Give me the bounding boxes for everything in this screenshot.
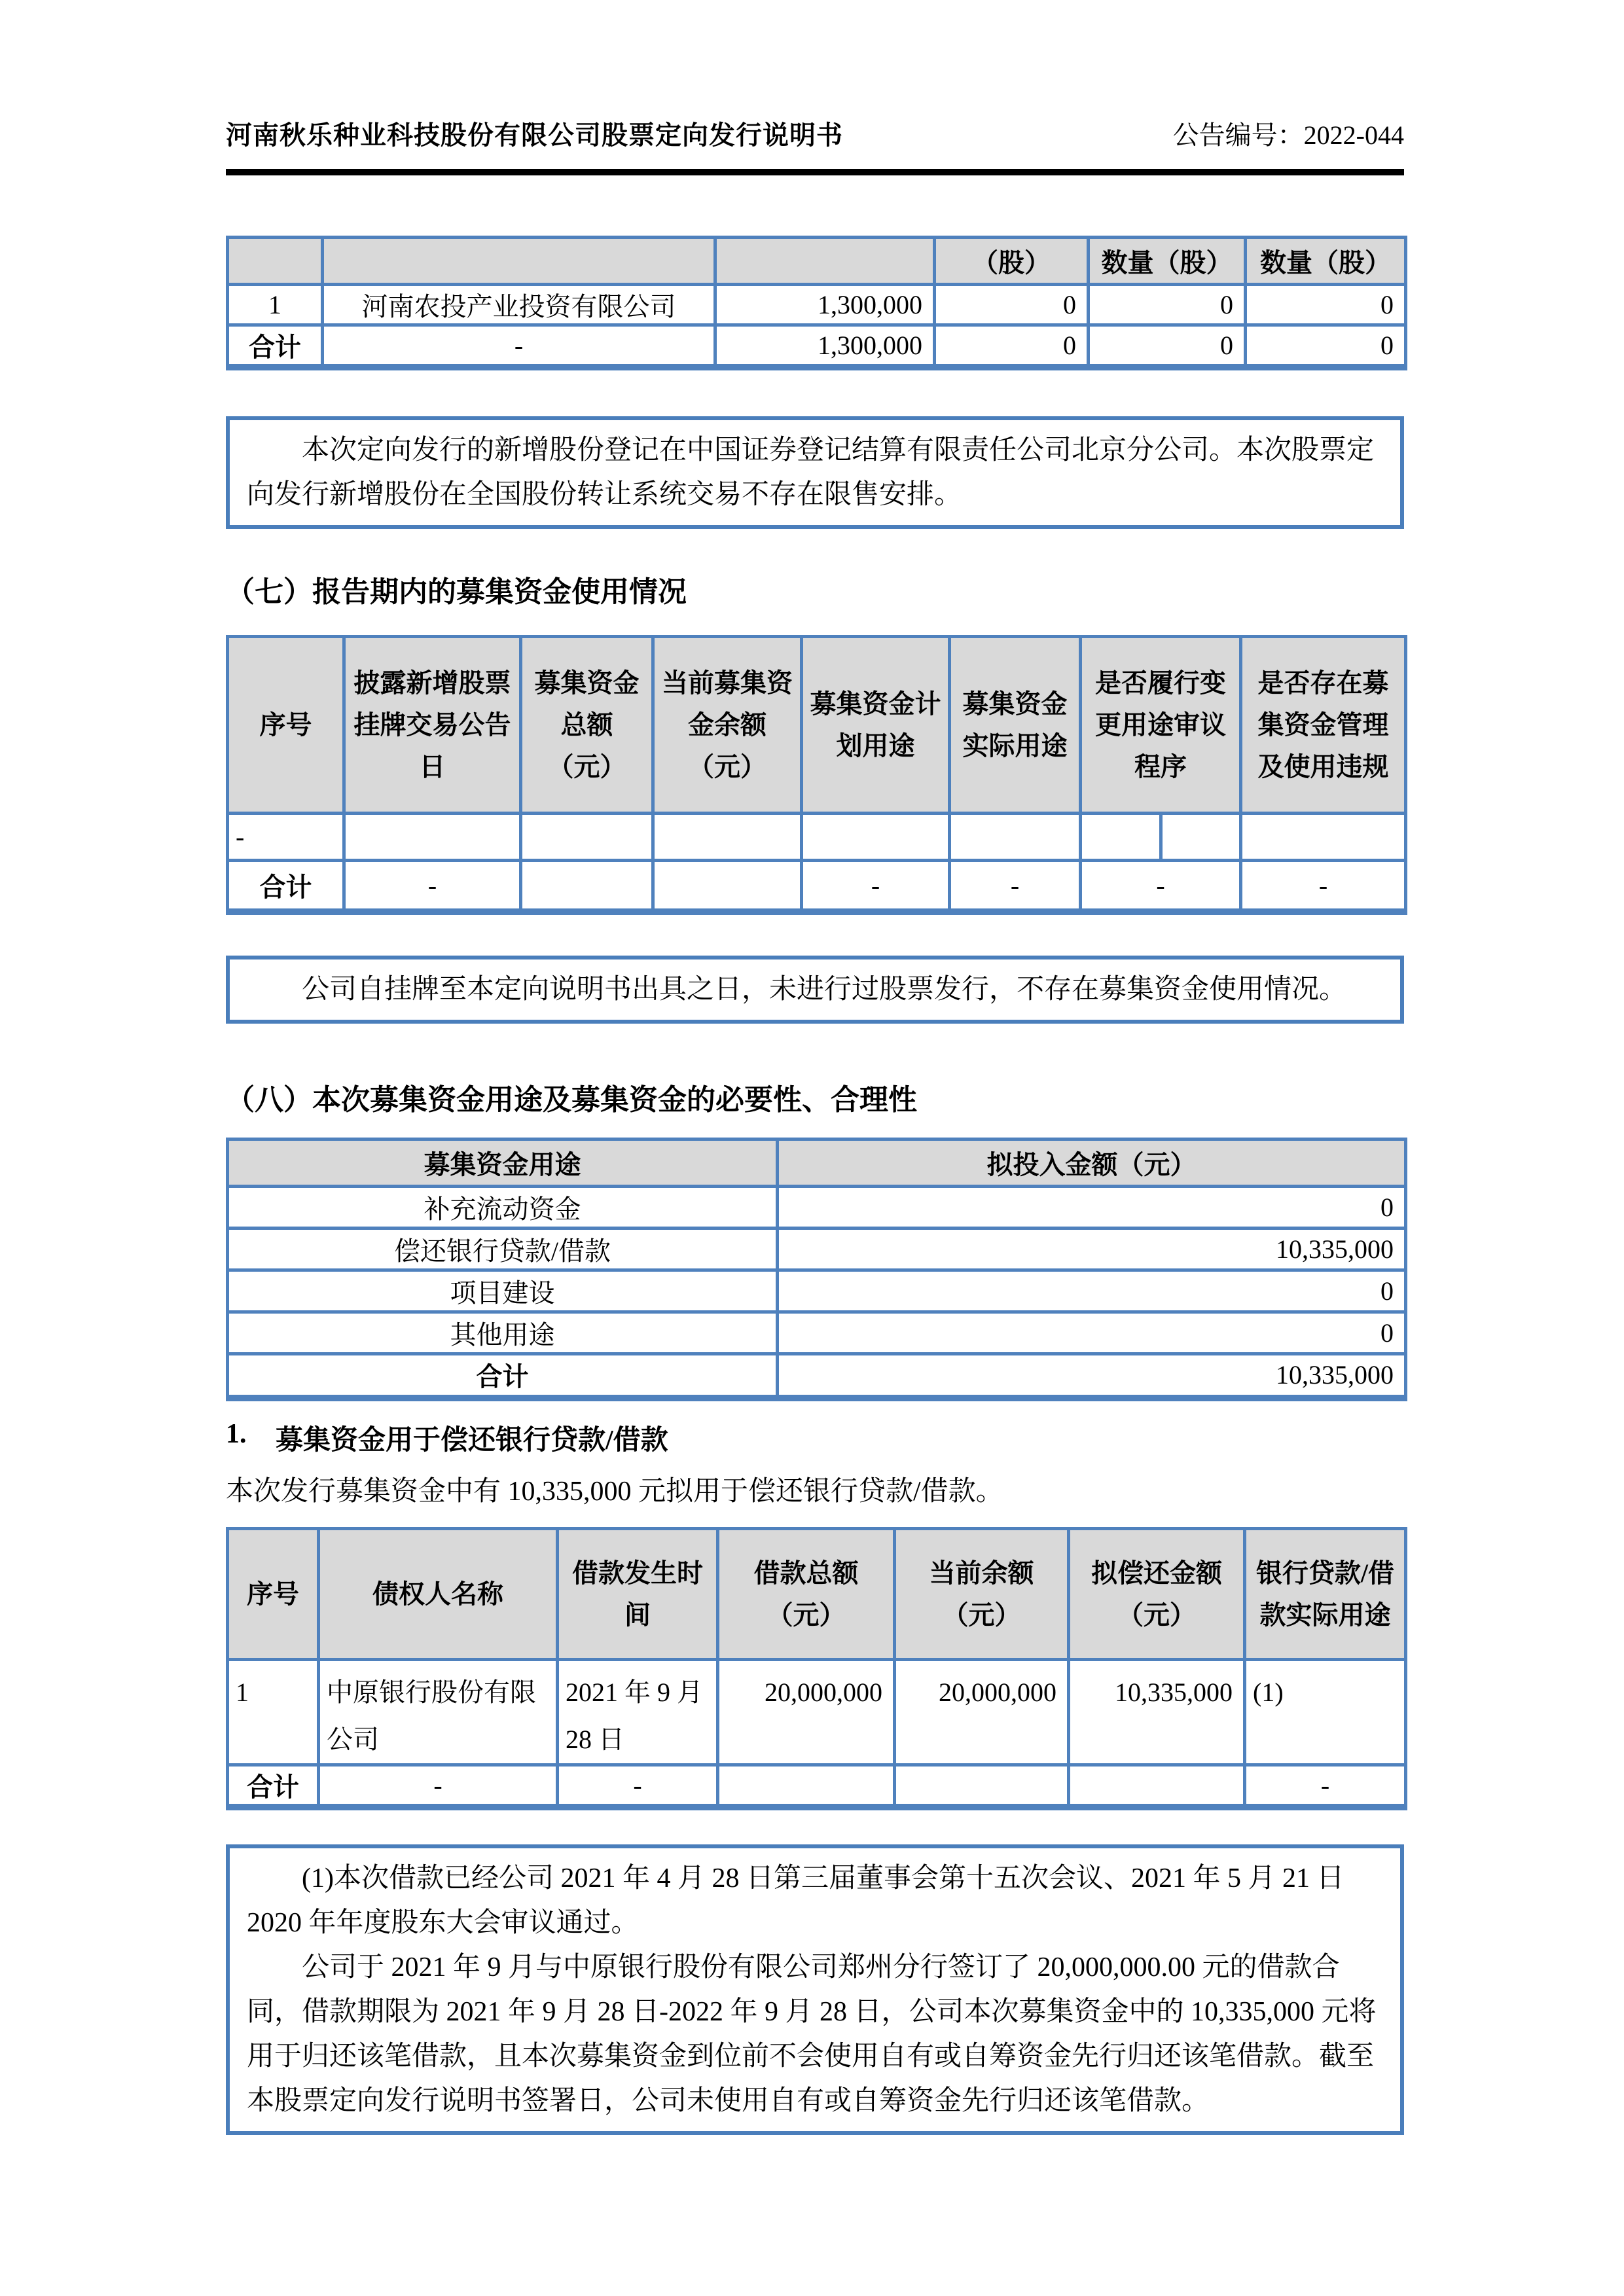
table-cell: 数量（股） (1089, 238, 1246, 285)
table-cell: 项目建设 (228, 1270, 778, 1312)
subsection-1-heading (226, 1418, 1404, 1458)
table-row (228, 1312, 1406, 1354)
subscriber-table (226, 236, 1407, 370)
table-cell: 序号 (228, 637, 344, 814)
table-cell (344, 814, 521, 861)
table-cell: 借款总额（元） (718, 1529, 895, 1660)
footnote-paragraph-1: (1)本次借款已经公司 2021 年 4 月 28 日第三届董事会第十五次会议、2021 年 5 月 21 日 2020 年年度股东大会审议通过。 (247, 1863, 1344, 1938)
table-row (228, 325, 1406, 368)
table-cell (1241, 814, 1406, 861)
table-cell (1161, 814, 1241, 861)
table-row (228, 1354, 1406, 1398)
table-cell (895, 1765, 1069, 1808)
table-row (228, 1270, 1406, 1312)
table-cell: 当前余额（元） (895, 1529, 1069, 1660)
table-cell: - (323, 325, 715, 368)
footnote-paragraph-2: 公司于 2021 年 9 月与中原银行股份有限公司郑州分行签订了 20,000,000.00 元的借款合同，借款期限为 2021 年 9 月 28 日-2022 年 9 月 28 日，公司本次募集资金中的 10,335,000 元将用于归还该笔借款，且本次募集资金到位前不会使用自有或自筹资金先行归还该笔借款。截至本股票定向发行说明书签署日，公司未使用自有或自筹资金先行归还该笔借款。 (247, 1952, 1377, 2116)
table-row (228, 861, 1406, 912)
table-cell: 拟投入金额（元） (778, 1139, 1406, 1186)
table-cell: 募集资金总额（元） (521, 637, 653, 814)
table-cell (228, 238, 323, 285)
subsection-intro: 本次发行募集资金中有 10,335,000 元拟用于偿还银行贷款/借款。 (226, 1477, 1003, 1507)
header-divider (226, 169, 1404, 175)
table-row (228, 1765, 1406, 1808)
table-cell: 是否履行变更用途审议程序 (1081, 637, 1241, 814)
table-cell: 0 (778, 1270, 1406, 1312)
fund-usage-report-table (226, 635, 1407, 915)
document-title: 河南秋乐种业科技股份有限公司股票定向发行说明书 (226, 120, 843, 150)
table-row (228, 1186, 1406, 1228)
table-cell: 0 (1089, 325, 1246, 368)
table-cell (653, 814, 802, 861)
table-cell: 20,000,000 (895, 1660, 1069, 1765)
announcement-number: 公告编号：2022-044 (1172, 120, 1404, 150)
table-cell (653, 861, 802, 912)
table-cell (718, 1765, 895, 1808)
table-cell: - (1241, 861, 1406, 912)
table-row (228, 637, 1406, 814)
table-cell: 0 (778, 1312, 1406, 1354)
table-cell: 河南农投产业投资有限公司 (323, 285, 715, 325)
table-cell: 1 (228, 285, 323, 325)
table-cell: 合计 (228, 861, 344, 912)
table-row (228, 814, 1406, 861)
table-cell: 20,000,000 (718, 1660, 895, 1765)
subsection-number: 1. (226, 1419, 247, 1449)
table-row (228, 238, 1406, 285)
table-cell: 0 (935, 285, 1089, 325)
table-cell: - (344, 861, 521, 912)
table-cell: 借款发生时间 (558, 1529, 718, 1660)
table-cell (1081, 814, 1161, 861)
table-cell: 10,335,000 (778, 1228, 1406, 1270)
table-row (228, 1660, 1406, 1765)
table-cell: - (319, 1765, 558, 1808)
table-cell (1069, 1765, 1245, 1808)
note-box-registration (226, 416, 1404, 529)
table-cell: - (558, 1765, 718, 1808)
table-cell: 募集资金用途 (228, 1139, 778, 1186)
table-cell: - (228, 814, 344, 861)
table-row (228, 1228, 1406, 1270)
table-cell: 0 (1246, 325, 1406, 368)
table-cell (950, 814, 1081, 861)
table-cell: 合计 (228, 325, 323, 368)
table-cell (521, 861, 653, 912)
subsection-title: 募集资金用于偿还银行贷款/借款 (276, 1426, 668, 1456)
table-cell: 序号 (228, 1529, 319, 1660)
table-row (228, 285, 1406, 325)
table-cell: 1,300,000 (715, 325, 935, 368)
note-text: 本次定向发行的新增股份登记在中国证券登记结算有限责任公司北京分公司。本次股票定向发行新增股份在全国股份转让系统交易不存在限售安排。 (247, 435, 1375, 510)
table-cell (802, 814, 950, 861)
table-cell: 偿还银行贷款/借款 (228, 1228, 778, 1270)
table-cell: 1,300,000 (715, 285, 935, 325)
section-8-heading: （八）本次募集资金用途及募集资金的必要性、合理性 (226, 1083, 917, 1116)
table-cell: 数量（股） (1246, 238, 1406, 285)
table-cell: (1) (1245, 1660, 1406, 1765)
table-cell (715, 238, 935, 285)
table-cell: 补充流动资金 (228, 1186, 778, 1228)
table-cell: 是否存在募集资金管理及使用违规 (1241, 637, 1406, 814)
table-cell: - (950, 861, 1081, 912)
table-cell: 拟偿还金额（元） (1069, 1529, 1245, 1660)
table-cell: 0 (778, 1186, 1406, 1228)
table-cell: 银行贷款/借款实际用途 (1245, 1529, 1406, 1660)
table-cell: - (1245, 1765, 1406, 1808)
table-cell: 10,335,000 (1069, 1660, 1245, 1765)
table-cell: - (802, 861, 950, 912)
table-cell: 披露新增股票挂牌交易公告日 (344, 637, 521, 814)
table-cell: 0 (935, 325, 1089, 368)
table-cell: 中原银行股份有限公司 (319, 1660, 558, 1765)
table-cell: 当前募集资金余额（元） (653, 637, 802, 814)
fund-purpose-table (226, 1138, 1407, 1402)
table-cell: - (1081, 861, 1241, 912)
loan-repayment-table (226, 1527, 1407, 1810)
table-cell: 其他用途 (228, 1312, 778, 1354)
page-header (226, 0, 1404, 152)
note-text: 公司自挂牌至本定向说明书出具之日，未进行过股票发行，不存在募集资金使用情况。 (302, 974, 1347, 1005)
table-cell: 募集资金计划用途 (802, 637, 950, 814)
table-cell: （股） (935, 238, 1089, 285)
table-row (228, 1529, 1406, 1660)
table-cell: 募集资金实际用途 (950, 637, 1081, 814)
table-cell: 2021 年 9 月 28 日 (558, 1660, 718, 1765)
table-cell (323, 238, 715, 285)
table-cell (521, 814, 653, 861)
table-cell: 债权人名称 (319, 1529, 558, 1660)
section-7-heading: （七）报告期内的募集资金使用情况 (226, 576, 687, 608)
table-cell: 0 (1246, 285, 1406, 325)
table-cell: 10,335,000 (778, 1354, 1406, 1398)
table-cell: 1 (228, 1660, 319, 1765)
table-row (228, 1139, 1406, 1186)
table-cell: 0 (1089, 285, 1246, 325)
table-cell: 合计 (228, 1765, 319, 1808)
note-box-loan-footnote (226, 1844, 1404, 2135)
table-cell: 合计 (228, 1354, 778, 1398)
note-box-no-usage (226, 956, 1404, 1024)
